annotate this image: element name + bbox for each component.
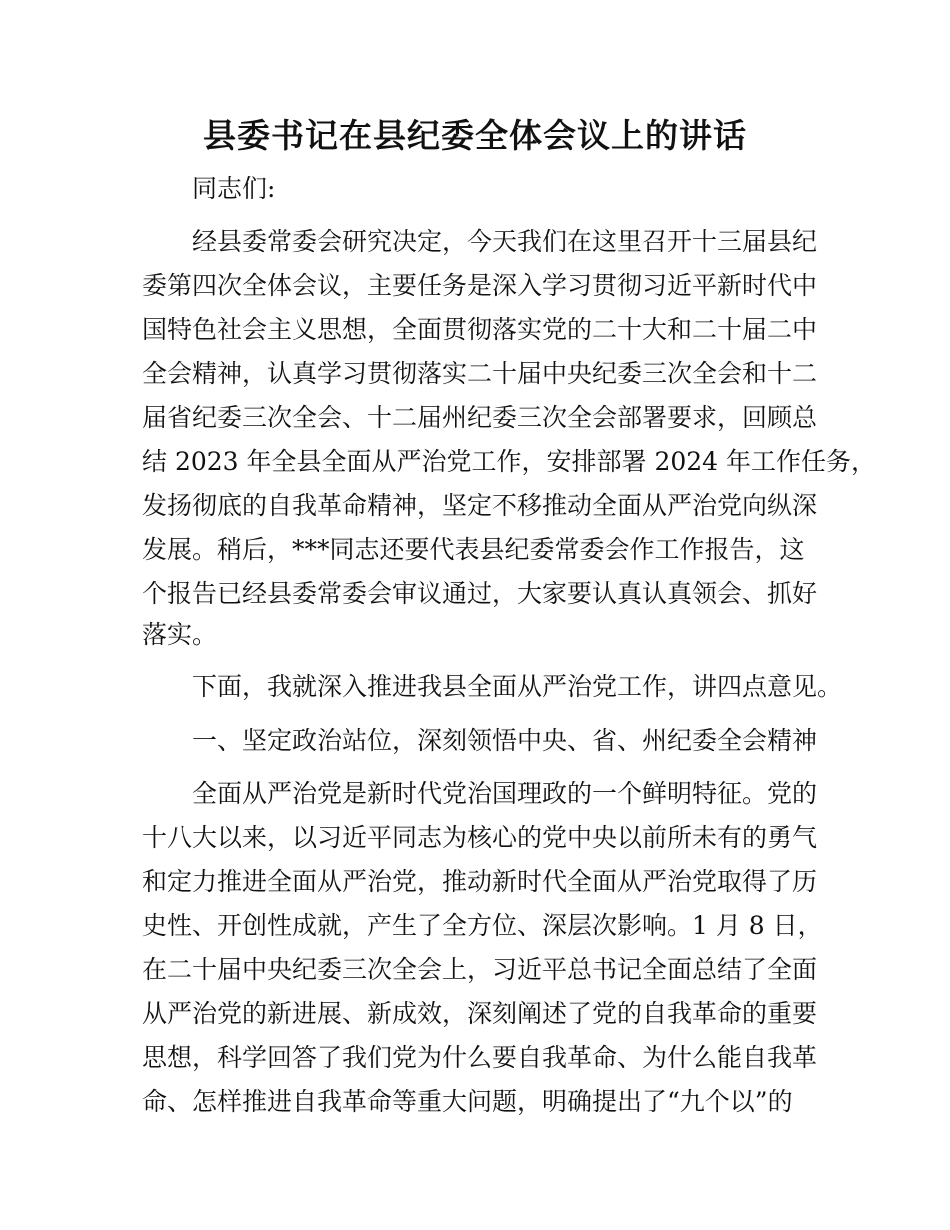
body-line: 全面从严治党是新时代党治国理政的一个鲜明特征。党的: [192, 779, 818, 808]
body-line: 思想，科学回答了我们党为什么要自我革命、为什么能自我革: [142, 1043, 818, 1072]
body-line: 结 2023 年全县全面从严治党工作，安排部署 2024 年工作任务，: [142, 447, 877, 476]
body-line: 发扬彻底的自我革命精神，坚定不移推动全面从严治党向纵深: [142, 491, 818, 520]
salutation: 同志们:: [192, 174, 276, 203]
body-line: 届省纪委三次全会、十二届州纪委三次全会部署要求，回顾总: [142, 403, 818, 432]
body-line: 落实。: [142, 620, 218, 649]
body-line: 和定力推进全面从严治党，推动新时代全面从严治党取得了历: [142, 867, 818, 896]
body-line: 命、怎样推进自我革命等重大问题，明确提出了“九个以”的: [142, 1087, 793, 1116]
body-line: 经县委常委会研究决定，今天我们在这里召开十三届县纪: [192, 227, 818, 256]
body-line: 史性、开创性成就，产生了全方位、深层次影响。1 月 8 日，: [142, 911, 823, 940]
body-line: 个报告已经县委常委会审议通过，大家要认真认真领会、抓好: [142, 579, 818, 608]
body-line: 国特色社会主义思想，全面贯彻落实党的二十大和二十届二中: [142, 315, 818, 344]
body-line: 在二十届中央纪委三次全会上，习近平总书记全面总结了全面: [142, 955, 818, 984]
body-line: 委第四次全体会议，主要任务是深入学习贯彻习近平新时代中: [142, 271, 818, 300]
body-line: 十八大以来，以习近平同志为核心的党中央以前所未有的勇气: [142, 823, 818, 852]
document-title: 县委书记在县纪委全体会议上的讲话: [203, 116, 747, 155]
body-line: 发展。稍后，***同志还要代表县纪委常委会作工作报告，这: [142, 535, 805, 564]
body-line: 全会精神，认真学习贯彻落实二十届中央纪委三次全会和十二: [142, 359, 818, 388]
body-line: 从严治党的新进展、新成效，深刻阐述了党的自我革命的重要: [142, 999, 818, 1028]
body-line: 下面，我就深入推进我县全面从严治党工作，讲四点意见。: [192, 672, 843, 701]
section-heading: 一、坚定政治站位，深刻领悟中央、省、州纪委全会精神: [192, 726, 818, 755]
